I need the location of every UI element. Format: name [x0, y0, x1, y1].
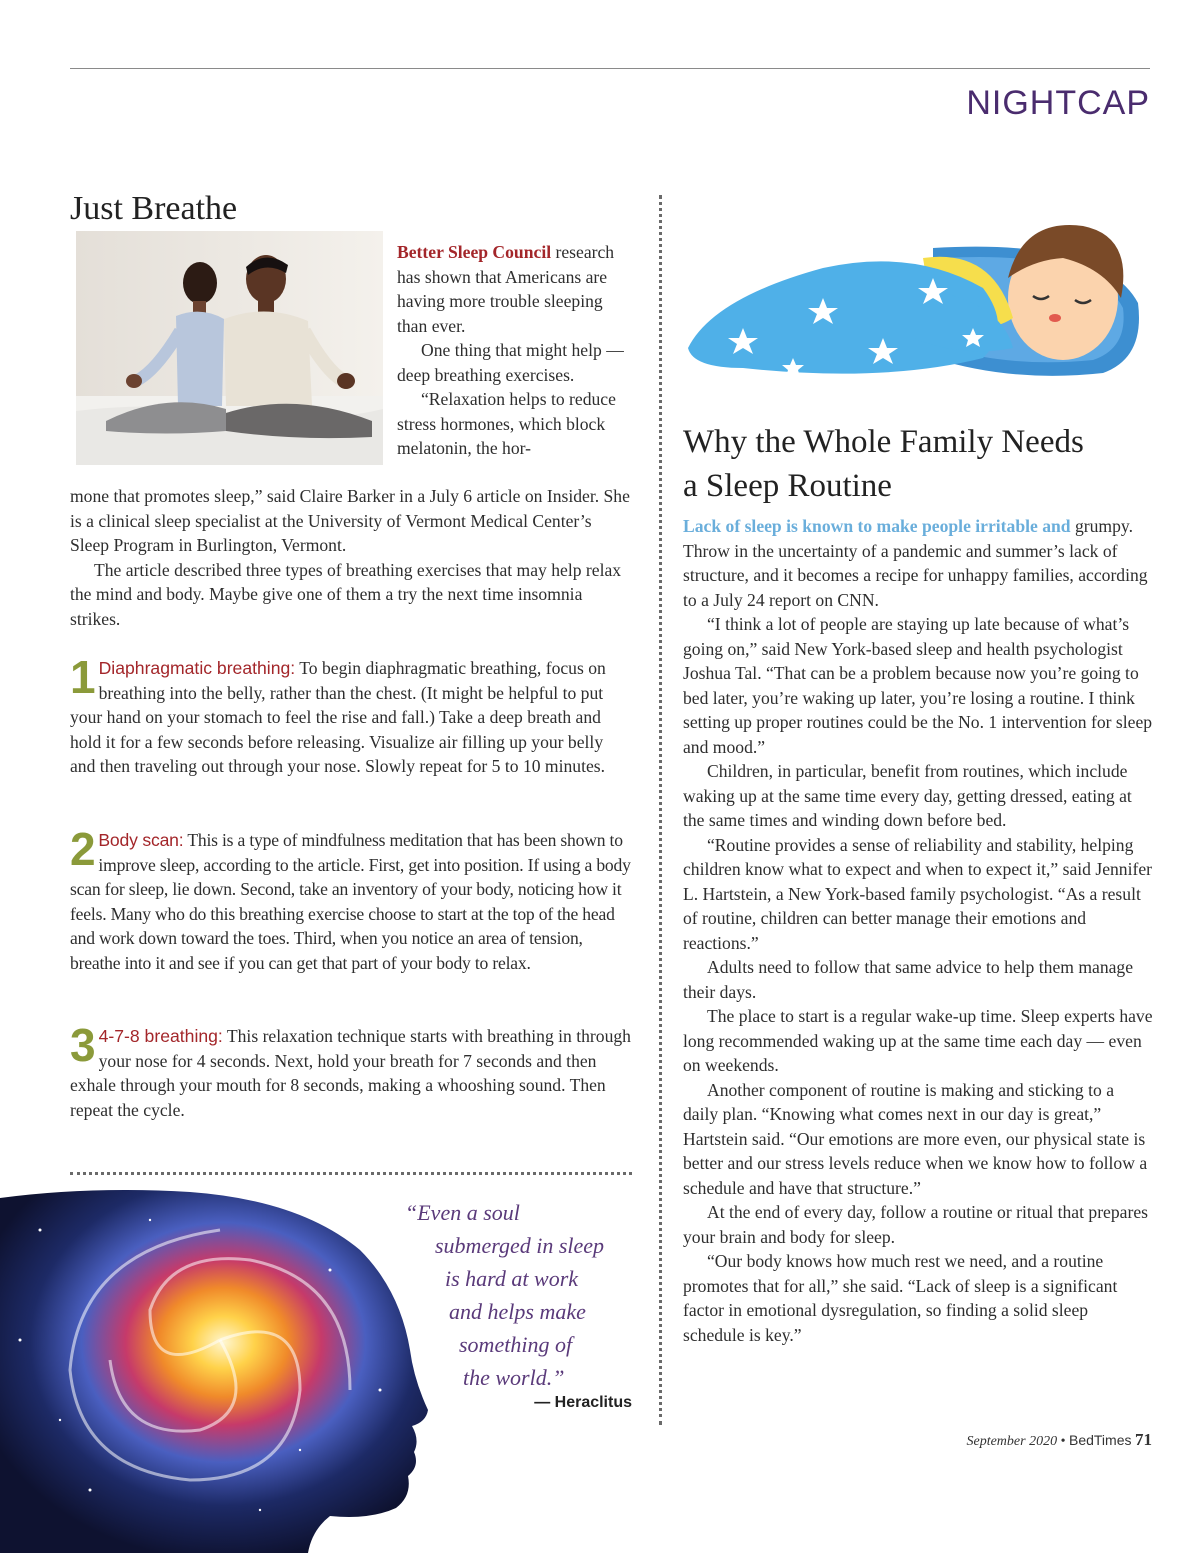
step-label: Diaphragmatic breathing: [98, 658, 296, 678]
quote-line: the world.” [463, 1365, 565, 1390]
step-number: 2 [70, 823, 96, 875]
right-paragraph: Children, in particular, benefit from routines, which include waking up at the same time every day, getting dressed, eating at the same times and winding down before bed. [683, 761, 1132, 830]
column-divider [659, 195, 662, 1425]
issue-date: September 2020 [966, 1434, 1058, 1449]
quote-attribution: — Heraclitus [534, 1394, 632, 1411]
intro-p3a: “Relaxation helps to reduce stress hormones, which block melatonin, the hor- [397, 389, 616, 458]
quote-line: submerged in sleep [435, 1233, 605, 1258]
right-paragraph: Another component of routine is making and sticking to a daily plan. “Knowing what comes next in our day is great,” Hartstein said. “Our emotions are more even, our physical state is better and our stress levels reduce when we know how to follow a schedule and have that structure.” [683, 1079, 1148, 1198]
intro-text-narrow [397, 240, 637, 461]
intro-p2: One thing that might help — deep breathing exercises. [397, 340, 624, 385]
right-paragraph: “Our body knows how much rest we need, and a routine promotes that for all,” she said. “Lack of sleep is a significant factor in emotional dysregulation, so finding a solid sleep schedule is key.” [683, 1251, 1118, 1345]
quote-line: “Even a soul [405, 1200, 520, 1225]
step-text: This relaxation technique starts with breathing in through your nose for 4 seconds. Next, hold your breath for 7 seconds and then exhale through your mouth for 8 seconds, making a whooshing sound. Then repeat the cycle. [70, 1026, 631, 1120]
pull-quote [405, 1196, 637, 1394]
source-org: Better Sleep Council [397, 242, 552, 262]
right-p1: grumpy. Throw in the uncertainty of a pandemic and summer’s lack of structure, and it becomes a recipe for unhappy families, according to a July 24 report on CNN. [683, 516, 1148, 610]
right-paragraph: At the end of every day, follow a routine or ritual that prepares your brain and body for sleep. [683, 1202, 1148, 1247]
quote-line: something of [459, 1332, 573, 1357]
right-paragraph: The place to start is a regular wake-up time. Sleep experts have long recommended waking up at the same time each day — even on weekends. [683, 1006, 1153, 1075]
step-label: Body scan: [98, 830, 184, 850]
intro-p1: research has shown that Americans are having more trouble sleeping than ever. [397, 242, 615, 336]
magazine-name: BedTimes [1068, 1432, 1132, 1448]
article-title-family-routine [683, 420, 1153, 508]
title-line-1: Why the Whole Family Needs [683, 424, 1084, 460]
step-3 [70, 1019, 632, 1122]
intro-p4: The article described three types of breathing exercises that may help relax the mind and body. Maybe give one of them a try the next time insomnia strikes. [70, 559, 622, 629]
header-rule [70, 68, 1150, 69]
title-line-2: a Sleep Routine [683, 468, 892, 504]
footer-separator: • [1060, 1434, 1066, 1449]
page-footer [966, 1430, 1152, 1450]
right-paragraph: “Routine provides a sense of reliability and stability, helping children know what to expect and when to expect it,” said Jennifer L. Hartstein, a New York-based family psychologist. “As a result of routine, children can better manage their emotions and reactions.” [683, 834, 1153, 953]
meditating-couple-photo [76, 231, 383, 465]
sleeping-child-illustration [683, 208, 1143, 403]
right-paragraph: Adults need to follow that same advice to help them manage their days. [683, 957, 1134, 1002]
lead-in: Lack of sleep is known to make people irritable and [683, 516, 1071, 536]
step-2 [70, 823, 632, 975]
step-text: To begin diaphragmatic breathing, focus on breathing into the belly, rather than the chest. (It might be helpful to put your hand on your stomach to feel the rise and fall.) Take a deep breath and hold it for a few seconds before releasing. Visualize air filling up your belly and then traveling out through your nose. Slowly repeat for 5 to 10 minutes. [70, 658, 606, 776]
quote-line: is hard at work [445, 1266, 579, 1291]
quote-divider [70, 1172, 632, 1175]
page-number: 71 [1135, 1430, 1152, 1449]
family-routine-body [683, 514, 1153, 1347]
quote-line: and helps make [449, 1299, 586, 1324]
step-text: This is a type of mindfulness meditation that has been shown to improve sleep, according to the article. First, get into position. If using a body scan for sleep, lie down. Second, take an inventory of your body, noticing how it feels. Many who do this breathing exercise choose to start at the top of the head and work down toward the toes. Third, when you notice an area of tension, breathe into it and see if you can get that part of your body to relax. [70, 830, 631, 973]
step-1 [70, 651, 632, 779]
section-label: NIGHTCAP [966, 84, 1150, 122]
intro-p3b: mone that promotes sleep,” said Claire Barker in a July 6 article on Insider. She is a clinical sleep specialist at the University of Vermont Medical Center’s Sleep Program in Burlington, Vermont. [70, 486, 630, 555]
intro-text-wide [70, 484, 632, 631]
step-number: 1 [70, 651, 96, 703]
galaxy-head-illustration [0, 1190, 430, 1553]
right-paragraph: “I think a lot of people are staying up late because of what’s going on,” said New York-based sleep and health psychologist Joshua Tal. “That can be a problem because now you’re going to bed later, you’re waking up later, you’re losing a routine. I think setting up proper routines could be the No. 1 intervention for sleep and mood.” [683, 614, 1153, 757]
step-number: 3 [70, 1019, 96, 1071]
article-title-just-breathe: Just Breathe [70, 190, 238, 227]
step-label: 4-7-8 breathing: [98, 1026, 223, 1046]
